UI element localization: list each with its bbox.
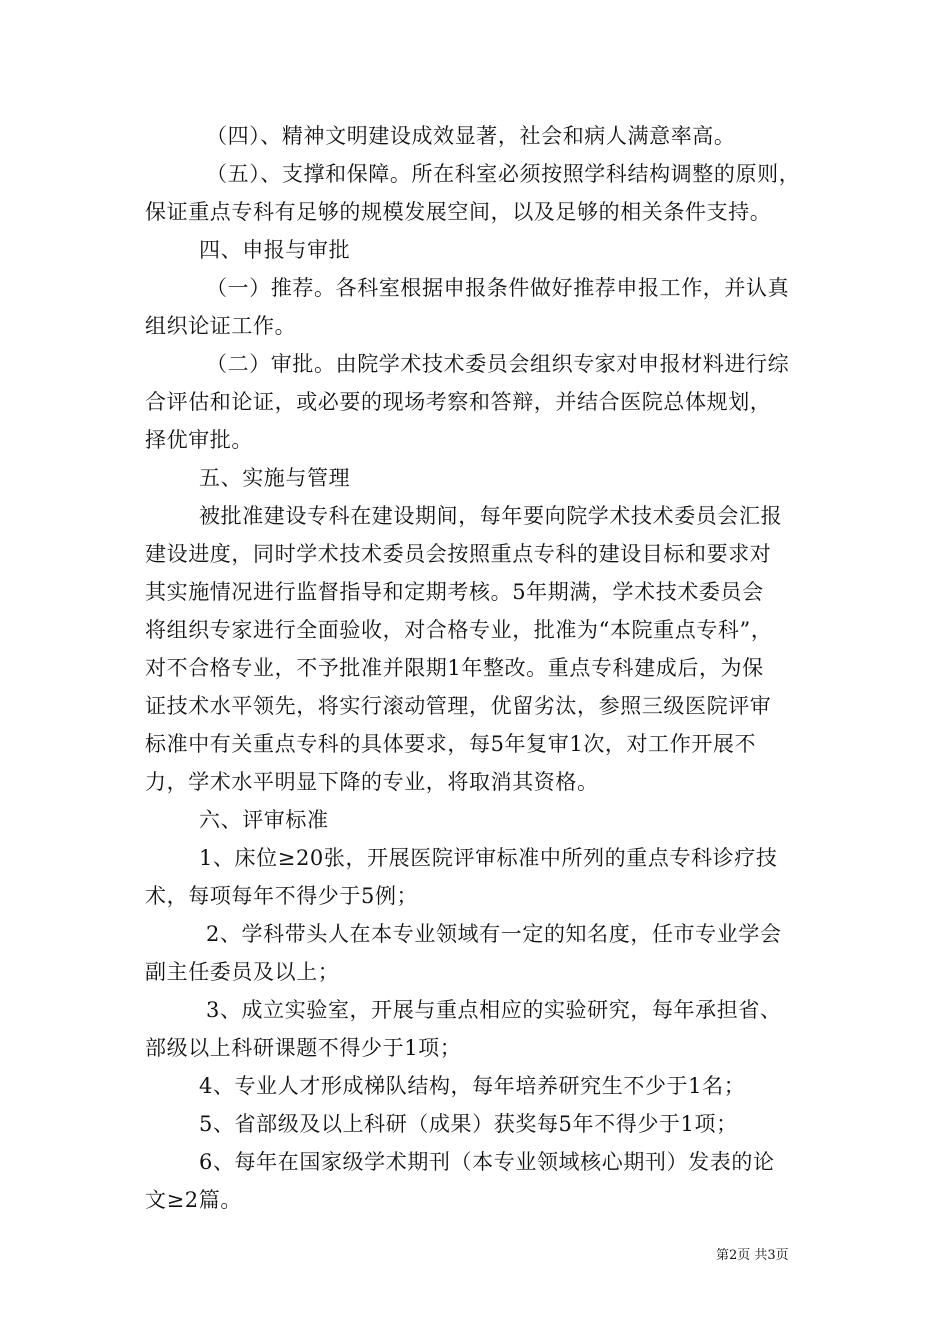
text-line: 保证重点专科有足够的规模发展空间，以及足够的相关条件支持。 xyxy=(145,200,772,224)
text-line: 副主任委员及以上； xyxy=(145,960,340,984)
text-line: 组织论证工作。 xyxy=(145,314,297,338)
text-line: 6、每年在国家级学术期刊（本专业领域核心期刊）发表的论 xyxy=(199,1150,775,1174)
text-line: 择优审批。 xyxy=(145,428,253,452)
text-line: 被批准建设专科在建设期间，每年要向院学术技术委员会汇报 xyxy=(199,504,783,528)
text-line: 4、专业人才形成梯队结构，每年培养研究生不少于1名； xyxy=(199,1074,746,1098)
text-line: 2、学科带头人在本专业领域有一定的知名度，任市专业学会 xyxy=(206,922,782,946)
text-line: 1、床位≥20张，开展医院评审标准中所列的重点专科诊疗技 xyxy=(199,846,778,870)
text-line: （一）推荐。各科室根据申报条件做好推荐申报工作，并认真 xyxy=(206,276,790,300)
section-heading: 六、评审标准 xyxy=(199,808,329,832)
text-line: 将组织专家进行全面验收，对合格专业，批准为“本院重点专科”， xyxy=(145,618,773,642)
text-line: 3、成立实验室，开展与重点相应的实验研究，每年承担省、 xyxy=(206,998,782,1022)
text-line: 文≥2篇。 xyxy=(145,1188,242,1212)
text-line: 标准中有关重点专科的具体要求，每5年复审1次，对工作开展不 xyxy=(145,732,757,756)
text-line: 术，每项每年不得少于5例； xyxy=(145,884,419,908)
text-line: 其实施情况进行监督指导和定期考核。5年期满，学术技术委员会 xyxy=(145,580,764,604)
text-line: 部级以上科研课题不得少于1项； xyxy=(145,1036,462,1060)
text-line: 对不合格专业，不予批准并限期1年整改。重点专科建成后，为保 xyxy=(145,656,764,680)
text-line: 建设进度，同时学术技术委员会按照重点专科的建设目标和要求对 xyxy=(145,542,772,566)
text-line: 合评估和论证，或必要的现场考察和答辩，并结合医院总体规划， xyxy=(145,390,772,414)
text-line: 证技术水平领先，将实行滚动管理，优留劣汰，参照三级医院评审 xyxy=(145,694,772,718)
section-heading: 四、申报与审批 xyxy=(199,238,351,262)
text-line: （五）、支撑和保障。所在科室必须按照学科结构调整的原则， xyxy=(206,162,801,186)
text-line: （四）、精神文明建设成效显著，社会和病人满意率高。 xyxy=(206,124,736,148)
text-line: （二）审批。由院学术技术委员会组织专家对申报材料进行综 xyxy=(206,352,790,376)
text-line: 力，学术水平明显下降的专业，将取消其资格。 xyxy=(145,770,599,794)
page-number: 第2页 共3页 xyxy=(716,1248,789,1263)
section-heading: 五、实施与管理 xyxy=(199,466,351,490)
text-line: 5、省部级及以上科研（成果）获奖每5年不得少于1项； xyxy=(199,1112,738,1136)
